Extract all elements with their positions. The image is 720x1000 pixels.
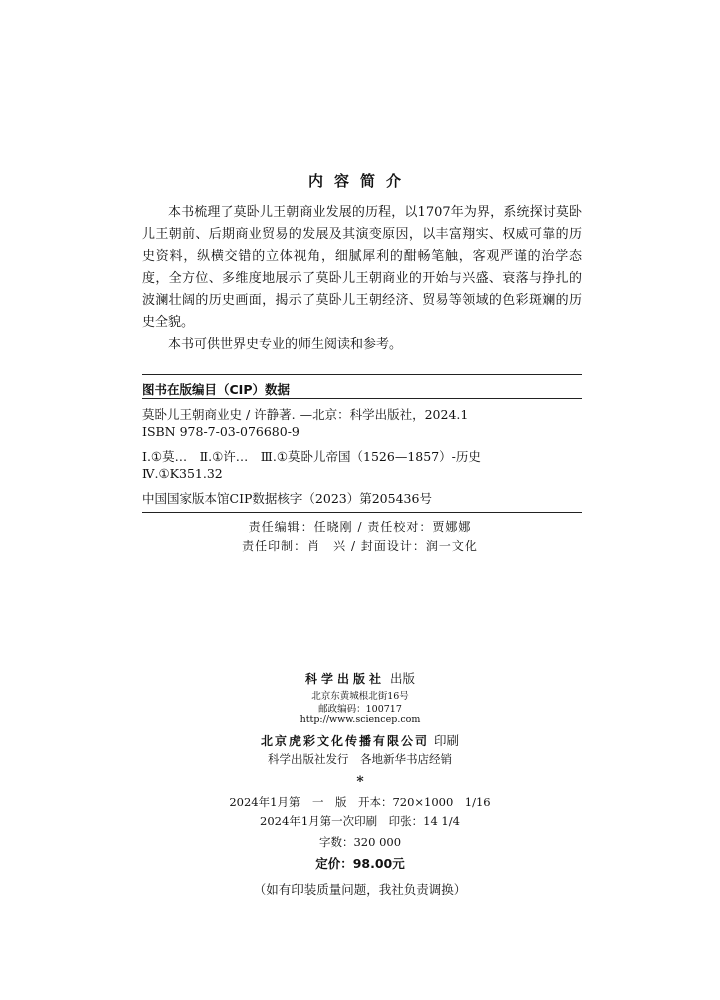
summary-text [142, 202, 582, 356]
credits-production: 责任印制：肖 兴 / 封面设计：润一文化 [242, 539, 478, 553]
word-count: 字数：320 000 [318, 835, 402, 849]
publisher-name: 科学出版社 [304, 672, 385, 686]
publisher-action: 出版 [390, 671, 416, 686]
distribution-line: 科学出版社发行 各地新华书店经销 [268, 752, 452, 766]
edition-line: 2024年1月第 一 版 开本：720×1000 1/16 [229, 795, 491, 809]
publisher-address: 北京东黄城根北街16号 [311, 691, 409, 702]
printer-name: 北京虎彩文化传播有限公司 [260, 734, 429, 748]
cip-classification: Ⅳ.①K351.32 [142, 466, 223, 481]
separator-star: * [356, 774, 364, 790]
page-title: 内容简介 [307, 172, 412, 190]
price: 定价：98.00元 [315, 856, 405, 871]
cip-record-number: 中国国家版本馆CIP数据核字（2023）第205436号 [142, 491, 432, 506]
cip-title-line: 莫卧儿王朝商业史 / 许静著. —北京：科学出版社，2024.1 [142, 407, 469, 422]
publisher-postcode: 邮政编码：100717 [318, 704, 402, 715]
cip-isbn: ISBN 978-7-03-076680-9 [142, 424, 300, 439]
cip-heading: 图书在版编目（CIP）数据 [142, 382, 290, 397]
cip-heading-rule [142, 398, 582, 399]
cip-subject-line: Ⅰ.①莫… Ⅱ.①许… Ⅲ.①莫卧儿帝国（1526—1857）-历史 [142, 449, 481, 464]
printing-line: 2024年1月第一次印刷 印张：14 1/4 [260, 814, 460, 828]
summary-paragraph-1: 本书梳理了莫卧儿王朝商业发展的历程，以1707年为界，系统探讨莫卧儿王朝前、后期商业贸易的发展及其演变原因，以丰富翔实、权威可靠的历史资料，纵横交错的立体视角，细腻犀利的酣畅笔触，客观严谨的治学态度，全方位、多维度地展示了莫卧儿王朝商业的开始与兴盛、衰落与挣扎的波澜壮阔的历史画面，揭示了莫卧儿王朝经济、贸易等领域的色彩斑斓的历史全貌。 [142, 205, 582, 330]
credits-editors: 责任编辑：任晓刚 / 责任校对：贾娜娜 [248, 520, 472, 534]
printer-line [0, 730, 720, 749]
printer-action: 印刷 [434, 733, 460, 748]
quality-notice: （如有印装质量问题，我社负责调换） [253, 882, 467, 897]
cip-bottom-rule [142, 512, 582, 513]
cip-top-rule [142, 374, 582, 375]
publisher-website: http://www.sciencep.com [299, 714, 421, 725]
publisher-line [0, 668, 720, 687]
summary-paragraph-2: 本书可供世界史专业的师生阅读和参考。 [168, 337, 403, 352]
